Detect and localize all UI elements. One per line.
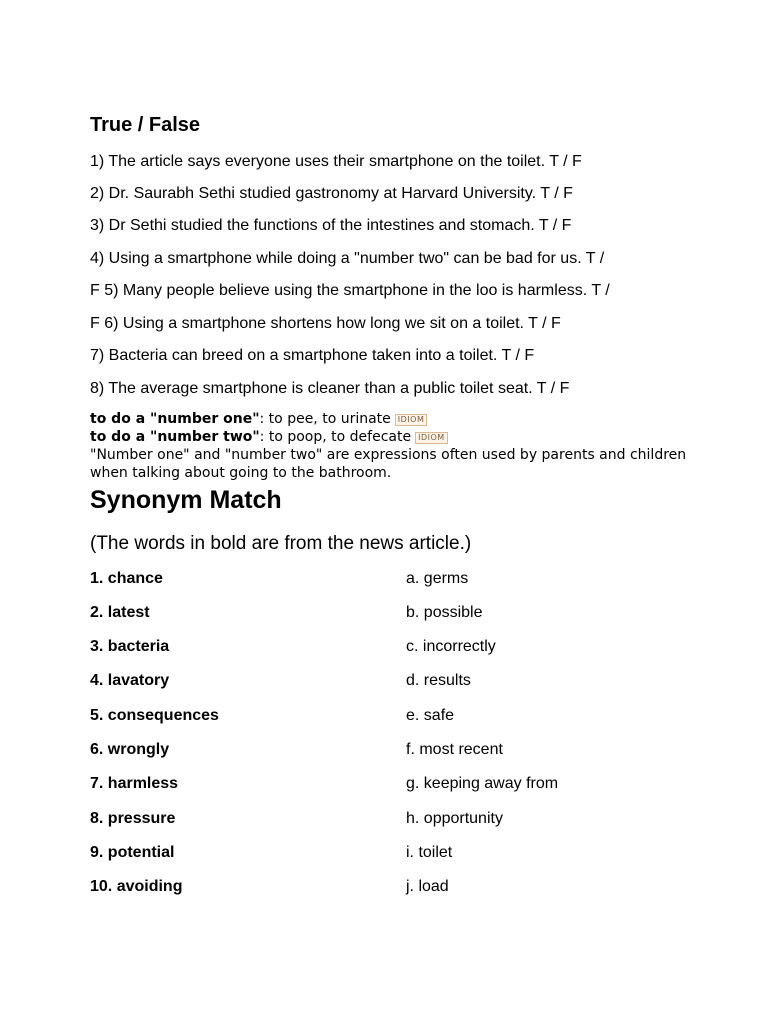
match-definition: c. incorrectly bbox=[406, 638, 496, 655]
match-word: 5. consequences bbox=[90, 707, 219, 724]
match-definition: j. load bbox=[406, 878, 449, 895]
true-false-item: 2) Dr. Saurabh Sethi studied gastronomy at Harvard University. T / F bbox=[90, 185, 573, 202]
vocab-definition: : to pee, to urinate bbox=[259, 411, 391, 427]
true-false-item: 4) Using a smartphone while doing a "number two" can be bad for us. T / bbox=[90, 250, 605, 267]
vocab-entry-number-two bbox=[90, 428, 690, 446]
vocab-term: to do a "number two" bbox=[90, 429, 260, 445]
true-false-item: F 5) Many people believe using the smartphone in the loo is harmless. T / bbox=[90, 282, 610, 299]
match-definition: f. most recent bbox=[406, 741, 503, 758]
match-word: 7. harmless bbox=[90, 775, 179, 792]
match-definition: e. safe bbox=[406, 707, 455, 724]
idiom-tag: IDIOM bbox=[395, 414, 428, 426]
match-definition: i. toilet bbox=[406, 844, 453, 861]
match-word: 1. chance bbox=[90, 570, 163, 587]
match-definition: g. keeping away from bbox=[406, 775, 559, 792]
true-false-item: 7) Bacteria can breed on a smartphone taken into a toilet. T / F bbox=[90, 347, 535, 364]
match-word: 2. latest bbox=[90, 604, 150, 621]
match-definition: h. opportunity bbox=[406, 810, 503, 827]
vocab-term: to do a "number one" bbox=[90, 411, 260, 427]
synonym-match-subtitle: (The words in bold are from the news article.) bbox=[90, 533, 472, 554]
true-false-item: 1) The article says everyone uses their smartphone on the toilet. T / F bbox=[90, 153, 582, 170]
true-false-item: 8) The average smartphone is cleaner than a public toilet seat. T / F bbox=[90, 380, 570, 397]
match-word: 4. lavatory bbox=[90, 672, 170, 689]
vocab-entry-number-one bbox=[90, 410, 690, 428]
match-word: 3. bacteria bbox=[90, 638, 170, 655]
match-definition: d. results bbox=[406, 672, 471, 689]
match-word: 9. potential bbox=[90, 844, 175, 861]
match-word: 8. pressure bbox=[90, 810, 176, 827]
true-false-item: 3) Dr Sethi studied the functions of the intestines and stomach. T / F bbox=[90, 217, 572, 234]
vocab-note: "Number one" and "number two" are expressions often used by parents and children when talking about going to the bathroom. bbox=[90, 447, 687, 481]
true-false-heading: True / False bbox=[90, 114, 201, 136]
vocab-definition: : to poop, to defecate bbox=[259, 429, 412, 445]
idiom-tag: IDIOM bbox=[415, 432, 448, 444]
match-word: 10. avoiding bbox=[90, 878, 183, 895]
match-word: 6. wrongly bbox=[90, 741, 170, 758]
vocabulary-box bbox=[90, 410, 690, 482]
synonym-match-heading: Synonym Match bbox=[90, 486, 282, 514]
match-definition: b. possible bbox=[406, 604, 483, 621]
true-false-item: F 6) Using a smartphone shortens how long we sit on a toilet. T / F bbox=[90, 315, 561, 332]
match-definition: a. germs bbox=[406, 570, 469, 587]
